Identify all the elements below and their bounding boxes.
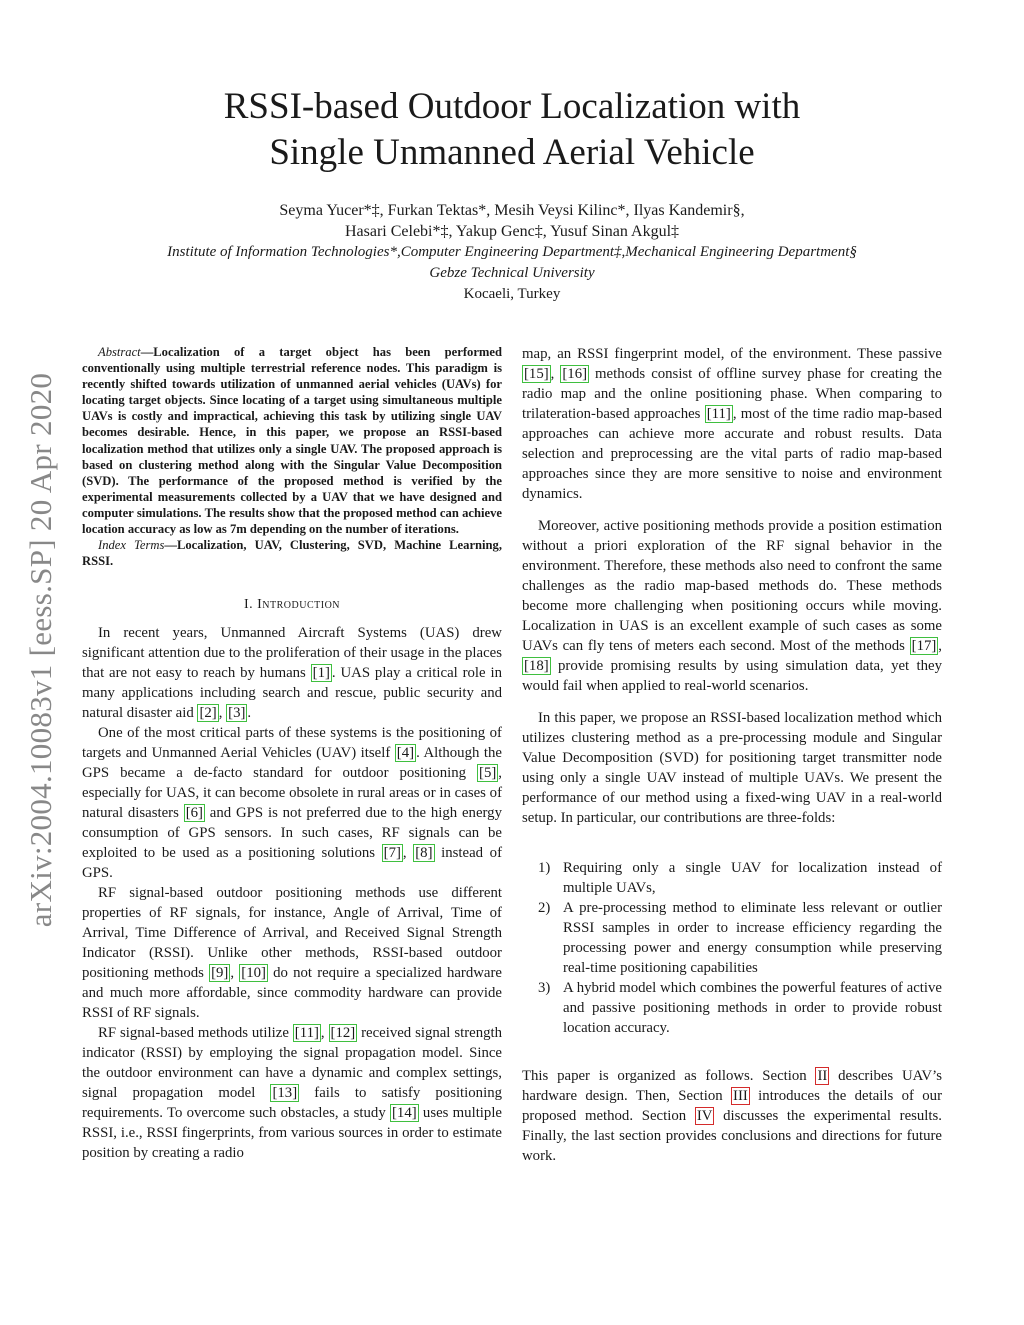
- citation-link[interactable]: [13]: [272, 1085, 298, 1102]
- list-text: A hybrid model which combines the powerful features of active and passive positioning methods in order to provide robust location accuracy.: [563, 980, 942, 1036]
- list-item: [522, 898, 942, 978]
- text-run: In this paper, we propose an RSSI-based localization method which utilizes clustering method as a pre-processing module and Singular Value Decomposition (SVD) for positioning target transmitter node using only a single UAV instead of multiple UAVs. We present the performance of our method using a fixed-wing UAV in a real-world setup. In particular, our contributions are three-folds:: [522, 710, 942, 826]
- authors-line-2: Hasari Celebi*‡, Yakup Genc‡, Yusuf Sinan Akgul‡: [344, 223, 680, 240]
- intro-paragraph-6: [522, 516, 942, 696]
- text-run: RF signal-based methods utilize: [98, 1025, 293, 1042]
- citation-link[interactable]: [2]: [199, 705, 217, 722]
- text-run: Moreover, active positioning methods provide a position estimation without a priori exploration of the RF signal behavior in the environment. Therefore, these methods also need to confront the same challenges as the radio map-based methods do. These methods become more challenging when positioning occurs while moving. Localization in UAS is an excellent example of such cases as some UAVs can fly tens of meters each second. Most of the methods: [522, 518, 942, 654]
- abstract-text: —Localization of a target object has been performed conventionally using multiple terrestrial reference nodes. This paradigm is recently shifted towards utilization of unmanned aerial vehicles (UAVs) for locating target objects. Since locating of a target using simultaneous multiple UAVs is costly and impractical, achieving this task by utilizing single UAV becomes desirable. Hence, in this paper, we propose an RSSI-based localization method that utilizes only a single UAV. The proposed approach is based on clustering method along with the Singular Value Decomposition (SVD). The performance of the proposed method is verified by the experimental measurements collected by a UAV that we have designed and computer simulations. The results show that the proposed method can achieve location accuracy as low as 7m depending on the number of iterations.: [82, 345, 502, 537]
- citation-link[interactable]: [9]: [211, 965, 229, 982]
- arxiv-identifier: arXiv:2004.10083v1 [eess.SP] 20 Apr 2020: [23, 372, 58, 928]
- abstract: [82, 344, 502, 537]
- citation-link[interactable]: [6]: [185, 805, 203, 822]
- text-run: . Although the GPS became a de-facto standard for outdoor positioning: [82, 745, 502, 782]
- text-run: do not require a specialized hardware and much more affordable, since commodity hardware can provide RSSI of RF signals.: [82, 965, 502, 1022]
- index-terms: [82, 537, 502, 569]
- list-text: Requiring only a single UAV for localization instead of multiple UAVs,: [563, 860, 942, 896]
- intro-paragraph-1: [82, 623, 502, 723]
- affiliation-location: Kocaeli, Turkey: [463, 286, 561, 302]
- citation-link[interactable]: [14]: [392, 1105, 417, 1122]
- intro-paragraph-7: [522, 708, 942, 828]
- authors-line-1: Seyma Yucer*‡, Furkan Tektas*, Mesih Veysi Kilinc*, Ilyas Kandemir§,: [279, 202, 745, 219]
- section-reference-link[interactable]: II: [817, 1068, 828, 1084]
- citation-link[interactable]: [3]: [228, 705, 246, 722]
- list-number: 2): [538, 900, 551, 916]
- citation-link[interactable]: [18]: [524, 658, 549, 674]
- text-run: received signal strength indicator (RSSI) by employing the signal propagation model. Since the outdoor environment can have a dynamic and complex settings, signal propagation model: [82, 1025, 502, 1102]
- citation-link[interactable]: [1]: [312, 665, 330, 682]
- text-run: uses multiple RSSI, i.e., RSSI fingerprints, from various sources in order to estimate position by creating a radio: [82, 1105, 502, 1162]
- list-text: A pre-processing method to eliminate less relevant or outlier RSSI samples in order to increase efficiency regarding the processing power and energy consumption while preserving real-time positioning capabilities: [563, 900, 942, 976]
- list-item: [522, 858, 942, 898]
- text-run: ,: [550, 366, 561, 382]
- affiliation-departments: Institute of Information Technologies*,Computer Engineering Department‡,Mechanical Engineering Department§: [167, 244, 857, 260]
- text-run: provide promising results by using simulation data, yet they would fail when applied to real-world scenarios.: [522, 658, 942, 694]
- contribution-list: [522, 858, 942, 1038]
- index-terms-text: —Localization, UAV, Clustering, SVD, Machine Learning, RSSI.: [82, 538, 502, 569]
- right-column: [522, 344, 942, 1166]
- citation-link[interactable]: [8]: [415, 845, 433, 862]
- intro-paragraph-8: [522, 1066, 942, 1166]
- text-run: In recent years, Unmanned Aircraft Systems (UAS) drew significant attention due to the proliferation of their usage in the places that are not easy to reach by humans: [82, 625, 502, 682]
- section-numeral: I.: [243, 597, 254, 613]
- text-run: describes UAV’s hardware design. Then, Section: [522, 1068, 942, 1104]
- text-run: RF signal-based outdoor positioning methods use different properties of RF signals, for instance, Angle of Arrival, Time of Arrival, Time Difference of Arrival, and Received Signal Strength Indicator (RSSI). Unlike other methods, RSSI-based outdoor positioning methods: [82, 885, 502, 982]
- paper-title: [0, 84, 1024, 176]
- intro-paragraph-5: [522, 344, 942, 504]
- text-run: This paper is organized as follows. Section: [522, 1068, 816, 1084]
- text-run: .: [247, 705, 252, 722]
- intro-paragraph-4: [82, 1023, 502, 1163]
- intro-paragraph-3: [82, 883, 502, 1023]
- citation-link[interactable]: [11]: [706, 406, 731, 422]
- text-run: One of the most critical parts of these systems is the positioning of targets and Unmanned Aerial Vehicles (UAV) itself: [82, 725, 502, 762]
- section-title: Introduction: [257, 597, 341, 613]
- text-run: ,: [402, 845, 414, 862]
- left-column: [82, 344, 502, 1163]
- section-heading-introduction: [82, 595, 502, 615]
- text-run: methods consist of offline survey phase for creating the radio map and the online positioning phase. When comparing to trilateration-based approaches: [522, 366, 942, 422]
- text-run: introduces the details of our proposed method. Section: [522, 1088, 943, 1124]
- citation-link[interactable]: [11]: [294, 1025, 319, 1042]
- text-run: instead of GPS.: [82, 845, 503, 882]
- citation-link[interactable]: [17]: [911, 638, 937, 654]
- citation-link[interactable]: [4]: [396, 745, 415, 762]
- text-run: . UAS play a critical role in many applications including search and rescue, public security and natural disaster aid: [82, 665, 502, 722]
- section-reference-link[interactable]: IV: [696, 1108, 713, 1124]
- section-reference-link[interactable]: III: [733, 1088, 748, 1104]
- list-item: [522, 978, 942, 1038]
- text-run: , most of the time radio map-based approaches can achieve more accurate and robust results. Data selection and preprocessing are the vital parts of radio map-based approaches since they are more sensitive to noise and environment dynamics.: [522, 406, 942, 502]
- paper-header: [0, 84, 1024, 305]
- text-run: discusses the experimental results. Finally, the last section provides conclusions and directions for future work.: [522, 1108, 942, 1164]
- citation-link[interactable]: [16]: [562, 366, 588, 382]
- citation-link[interactable]: [12]: [330, 1025, 356, 1042]
- index-terms-label: Index Terms: [98, 538, 165, 553]
- text-run: fails to satisfy positioning requirements. To overcome such obstacles, a study: [82, 1085, 502, 1122]
- title-line-1: RSSI-based Outdoor Localization with: [223, 86, 801, 127]
- list-number: 3): [538, 980, 551, 996]
- list-number: 1): [538, 860, 551, 876]
- citation-link[interactable]: [5]: [479, 765, 497, 782]
- text-run: ,: [230, 965, 240, 982]
- text-run: and GPS is not preferred due to the high energy consumption of GPS sensors. In such cases, RF signals can be exploited to be used as a positioning solutions: [82, 805, 502, 862]
- abstract-label: Abstract: [98, 345, 141, 359]
- intro-paragraph-2: [82, 723, 502, 883]
- author-list: [0, 200, 1024, 242]
- citation-link[interactable]: [10]: [241, 965, 266, 982]
- citation-link[interactable]: [15]: [524, 366, 549, 382]
- affiliation-university: Gebze Technical University: [429, 265, 595, 281]
- text-run: ,: [218, 705, 227, 722]
- title-line-2: Single Unmanned Aerial Vehicle: [269, 132, 755, 173]
- text-run: ,: [938, 638, 942, 654]
- citation-link[interactable]: [7]: [383, 845, 401, 862]
- text-run: , especially for UAS, it can become obsolete in rural areas or in cases of natural disasters: [82, 765, 502, 822]
- text-run: map, an RSSI fingerprint model, of the environment. These passive: [522, 346, 942, 362]
- text-run: ,: [320, 1025, 329, 1042]
